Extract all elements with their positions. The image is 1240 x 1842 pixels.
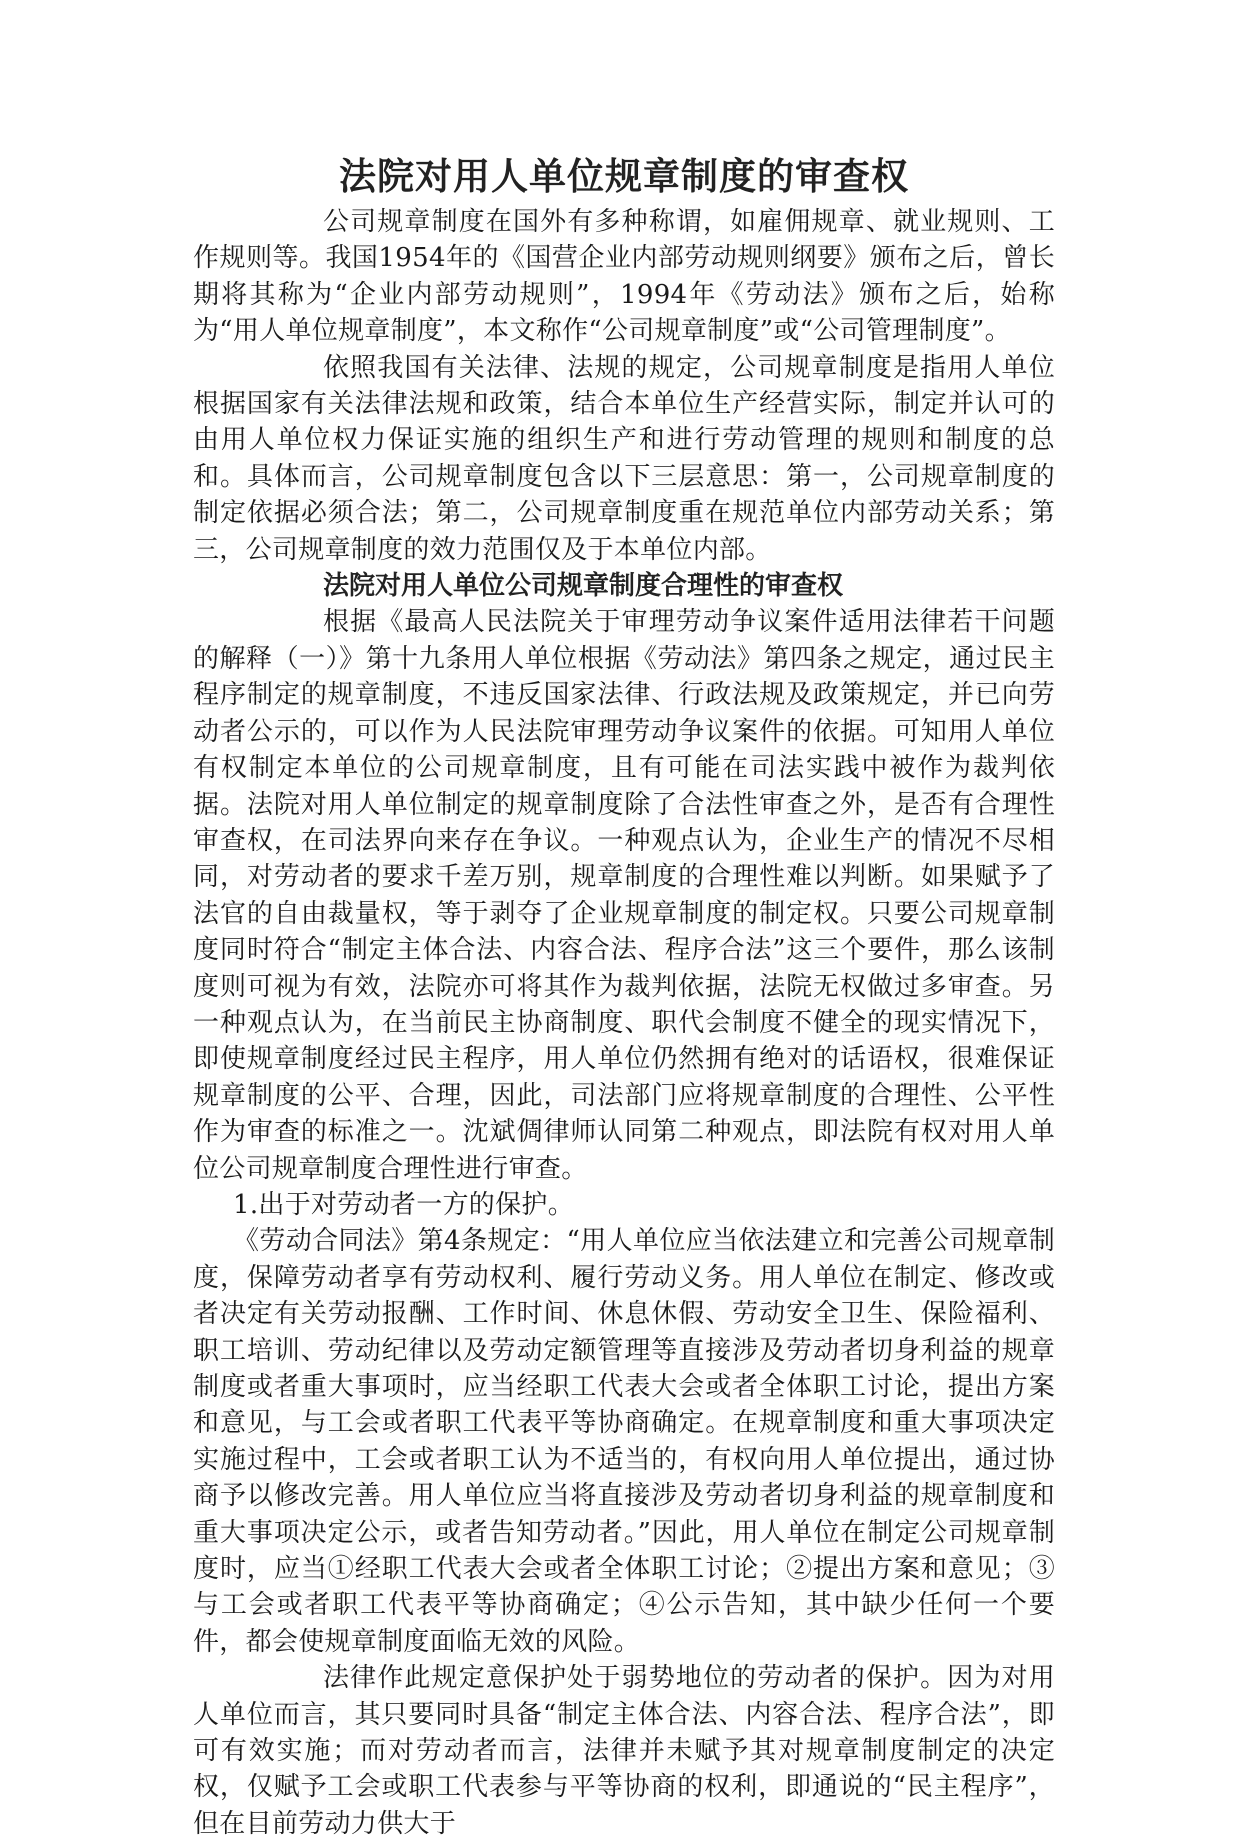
paragraph-company-rules-names: 公司规章制度在国外有多种称谓，如雇佣规章、就业规则、工作规则等。我国1954年的《国营企业内部劳动规则纲要》颁布之后，曾长期将其称为“企业内部劳动规则”，1994年《劳动法》颁布之后，始称为“用人单位规章制度”，本文称作“公司规章制度”或“公司管理制度”。 [193, 207, 1055, 347]
document-page [193, 150, 1055, 1842]
document-title: 法院对用人单位规章制度的审查权 [339, 155, 909, 198]
paragraph-legislative-intent: 法律作此规定意保护处于弱势地位的劳动者的保护。因为对用人单位而言，其只要同时具备“制定主体合法、内容合法、程序合法”，即可有效实施；而对劳动者而言，法律并未赋予其对规章制度制定的决定权，仅赋予工会或职工代表参与平等协商的权利，即通说的“民主程序”，但在目前劳动力供大于 [193, 1663, 1055, 1839]
paragraph-labor-contract-law-article-4: 《劳动合同法》第4条规定：“用人单位应当依法建立和完善公司规章制度，保障劳动者享有劳动权利、履行劳动义务。用人单位在制定、修改或者决定有关劳动报酬、工作时间、休息休假、劳动安全卫生、保险福利、职工培训、劳动纪律以及劳动定额管理等直接涉及劳动者切身利益的规章制度或者重大事项时，应当经职工代表大会或者全体职工讨论，提出方案和意见，与工会或者职工代表平等协商确定。在规章制度和重大事项决定实施过程中，工会或者职工认为不适当的，有权向用人单位提出，通过协商予以修改完善。用人单位应当将直接涉及劳动者切身利益的规章制度和重大事项决定公示，或者告知劳动者。”因此，用人单位在制定公司规章制度时，应当①经职工代表大会或者全体职工讨论；②提出方案和意见；③与工会或者职工代表平等协商确定；④公示告知，其中缺少任何一个要件，都会使规章制度面临无效的风险。 [193, 1226, 1055, 1657]
list-item-worker-protection: 1.出于对劳动者一方的保护。 [233, 1189, 575, 1220]
paragraph-company-rules-definition: 依照我国有关法律、法规的规定，公司规章制度是指用人单位根据国家有关法律法规和政策，结合本单位生产经营实际，制定并认可的由用人单位权力保证实施的组织生产和进行劳动管理的规则和制度的总和。具体而言，公司规章制度包含以下三层意思：第一，公司规章制度的制定依据必须合法；第二，公司规章制度重在规范单位内部劳动关系；第三，公司规章制度的效力范围仅及于本单位内部。 [193, 352, 1055, 565]
paragraph-judicial-interpretation: 根据《最高人民法院关于审理劳动争议案件适用法律若干问题的解释（一）》第十九条用人单位根据《劳动法》第四条之规定，通过民主程序制定的规章制度，不违反国家法律、行政法规及政策规定，并已向劳动者公示的，可以作为人民法院审理劳动争议案件的依据。可知用人单位有权制定本单位的公司规章制度，且有可能在司法实践中被作为裁判依据。法院对用人单位制定的规章制度除了合法性审查之外，是否有合理性审查权，在司法界向来存在争议。一种观点认为，企业生产的情况不尽相同，对劳动者的要求千差万别，规章制度的合理性难以判断。如果赋予了法官的自由裁量权，等于剥夺了企业规章制度的制定权。只要公司规章制度同时符合“制定主体合法、内容合法、程序合法”这三个要件，那么该制度则可视为有效，法院亦可将其作为裁判依据，法院无权做过多审查。另一种观点认为，在当前民主协商制度、职代会制度不健全的现实情况下，即使规章制度经过民主程序，用人单位仍然拥有绝对的话语权，很难保证规章制度的公平、合理，因此，司法部门应将规章制度的合理性、公平性作为审查的标准之一。沈斌倜律师认同第二种观点，即法院有权对用人单位公司规章制度合理性进行审查。 [193, 607, 1055, 1184]
section-heading: 法院对用人单位公司规章制度合理性的审查权 [323, 571, 844, 602]
